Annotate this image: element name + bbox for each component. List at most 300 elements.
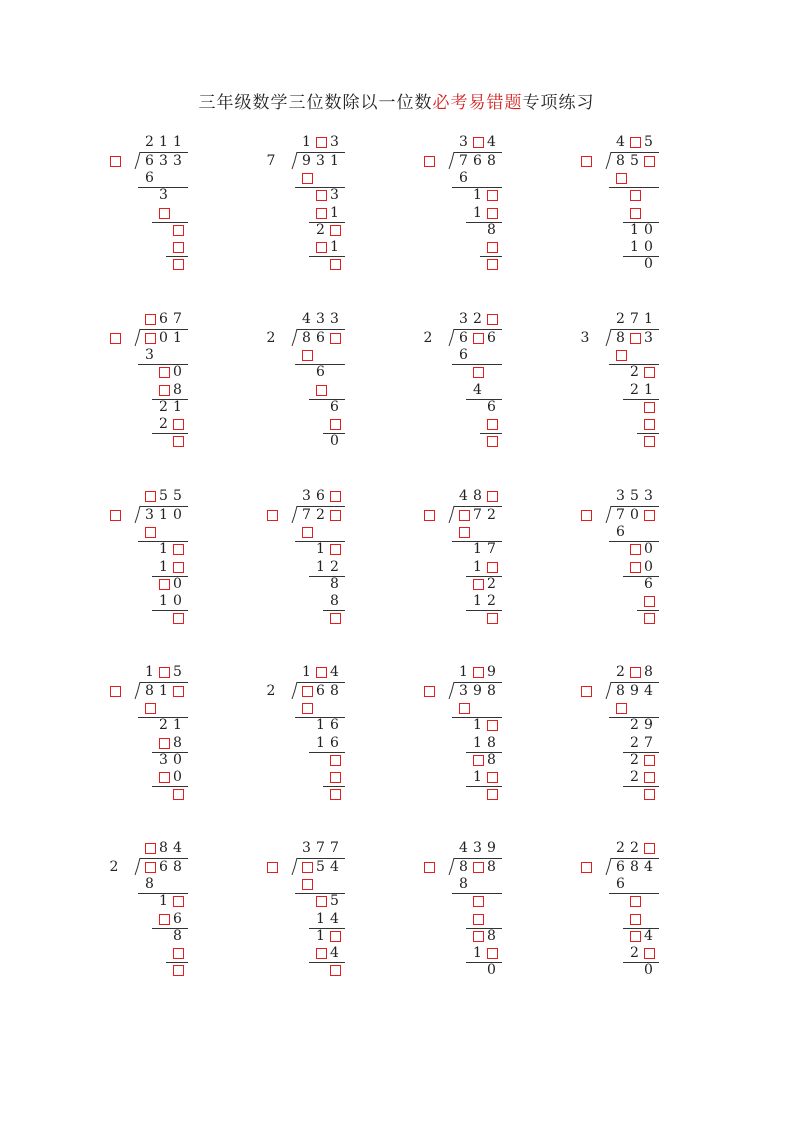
- step-1-blank-box[interactable]: [302, 527, 313, 538]
- quotient-digit: 3: [616, 488, 625, 504]
- quotient-digit: 5: [630, 488, 639, 504]
- step-5-blank-box[interactable]: [173, 419, 184, 430]
- divisor-blank-box[interactable]: [424, 156, 435, 167]
- quotient-digit: 3: [459, 134, 468, 150]
- step-1-blank-box[interactable]: [145, 527, 156, 538]
- quotient-blank-box[interactable]: [316, 667, 327, 678]
- quotient-digit: 1: [302, 134, 311, 150]
- problem-9: [108, 488, 258, 638]
- subtraction-line: [637, 610, 659, 611]
- step-6-blank-box[interactable]: [487, 436, 498, 447]
- quotient-digit: 5: [644, 134, 653, 150]
- step-4-blank-box[interactable]: [630, 931, 641, 942]
- step-5-digit: 2: [159, 416, 168, 432]
- step-6-blank-box[interactable]: [330, 965, 341, 976]
- dividend-digit: 1: [330, 153, 339, 169]
- step-3-digit: 8: [173, 381, 182, 398]
- step-2-digit: 1: [159, 541, 168, 558]
- dividend-blank-box[interactable]: [473, 333, 484, 344]
- divisor-blank-box[interactable]: [424, 862, 435, 873]
- step-6-digit: 0: [644, 256, 653, 273]
- subtraction-line: [323, 610, 345, 611]
- step-6-blank-box[interactable]: [330, 259, 341, 270]
- step-1-blank-box[interactable]: [302, 703, 313, 714]
- step-2-blank-box[interactable]: [173, 544, 184, 555]
- dividend-digit: 8: [487, 859, 496, 875]
- step-5-digit: 1: [159, 593, 168, 609]
- step-4-blank-box[interactable]: [644, 755, 655, 766]
- step-1-digit: 6: [616, 876, 625, 893]
- subtraction-line: [152, 786, 188, 787]
- dividend-digit: 3: [459, 683, 468, 699]
- division-bracket: [134, 505, 142, 525]
- dividend-digit: 6: [159, 859, 168, 875]
- step-5-blank-box[interactable]: [487, 419, 498, 430]
- step-4-blank-box[interactable]: [473, 755, 484, 766]
- step-4-blank-box[interactable]: [330, 755, 341, 766]
- dividend-digit: 9: [630, 683, 639, 699]
- step-2-blank-box[interactable]: [487, 190, 498, 201]
- subtraction-line: [466, 610, 502, 611]
- quotient-digit: 4: [616, 134, 625, 150]
- step-4-digit: 0: [173, 575, 182, 592]
- step-6-blank-box[interactable]: [330, 789, 341, 800]
- divisor: 2: [423, 330, 433, 346]
- quotient-digit: 5: [159, 488, 168, 504]
- dividend-digit: 6: [145, 153, 154, 169]
- step-3-blank-box[interactable]: [316, 208, 327, 219]
- quotient-digit: 2: [616, 311, 625, 327]
- dividend-digit: 6: [316, 683, 325, 699]
- step-4-digit: 6: [487, 398, 496, 415]
- divisor-blank-box[interactable]: [110, 686, 121, 697]
- step-5-digit: 1: [630, 239, 639, 255]
- step-2-blank-box[interactable]: [173, 896, 184, 907]
- dividend-digit: 6: [473, 153, 482, 169]
- step-3-blank-box[interactable]: [487, 208, 498, 219]
- quotient-digit: 4: [459, 840, 468, 856]
- division-bracket: [291, 505, 299, 525]
- step-6-blank-box[interactable]: [487, 259, 498, 270]
- step-2-blank-box[interactable]: [159, 367, 170, 378]
- step-3-digit: 6: [330, 734, 339, 751]
- subtraction-line: [466, 786, 502, 787]
- divisor-blank-box[interactable]: [581, 510, 592, 521]
- quotient-digit: 8: [473, 488, 482, 504]
- subtraction-line: [623, 786, 659, 787]
- step-5-blank-box[interactable]: [487, 772, 498, 783]
- divisor-blank-box[interactable]: [581, 686, 592, 697]
- division-bracket: [134, 328, 142, 348]
- step-5-blank-box[interactable]: [173, 242, 184, 253]
- quotient-digit: 1: [302, 664, 311, 680]
- step-4-blank-box[interactable]: [173, 225, 184, 236]
- step-4-digit: 8: [487, 751, 496, 768]
- title-suffix: 专项练习: [522, 93, 595, 113]
- step-2-digit: 0: [644, 541, 653, 558]
- step-3-digit: 1: [316, 558, 325, 575]
- step-6-blank-box[interactable]: [487, 613, 498, 624]
- step-3-digit: 1: [316, 910, 325, 927]
- quotient-digit: 1: [459, 664, 468, 680]
- step-1-blank-box[interactable]: [459, 527, 470, 538]
- division-bracket: [291, 151, 299, 171]
- step-2-blank-box[interactable]: [630, 544, 641, 555]
- step-5-blank-box[interactable]: [487, 948, 498, 959]
- divisor-blank-box[interactable]: [581, 862, 592, 873]
- step-1-blank-box[interactable]: [302, 173, 313, 184]
- step-3-blank-box[interactable]: [630, 208, 641, 219]
- quotient-digit: 4: [487, 134, 496, 150]
- step-5-digit: 4: [330, 945, 339, 961]
- dividend-digit: 8: [145, 683, 154, 699]
- step-4-blank-box[interactable]: [159, 579, 170, 590]
- quotient-digit: 1: [644, 311, 653, 327]
- quotient-digit: 9: [487, 664, 496, 680]
- step-2-digit: 1: [316, 717, 325, 734]
- step-5-digit: 1: [473, 769, 482, 785]
- step-1-digit: 6: [459, 347, 468, 364]
- quotient-digit: 2: [630, 840, 639, 856]
- quotient-digit: 3: [459, 311, 468, 327]
- step-4-blank-box[interactable]: [644, 402, 655, 413]
- quotient-digit: 3: [316, 311, 325, 327]
- step-4-digit: 4: [644, 927, 653, 944]
- step-3-blank-box[interactable]: [473, 914, 484, 925]
- step-2-blank-box[interactable]: [316, 190, 327, 201]
- division-bracket: [448, 505, 456, 525]
- dividend-blank-box[interactable]: [145, 333, 156, 344]
- step-3-blank-box[interactable]: [630, 914, 641, 925]
- step-5-blank-box[interactable]: [644, 772, 655, 783]
- step-3-digit: 4: [330, 910, 339, 927]
- dividend-digit: 2: [487, 507, 496, 523]
- dividend-blank-box[interactable]: [630, 333, 641, 344]
- step-1-blank-box[interactable]: [616, 350, 627, 361]
- step-2-blank-box[interactable]: [630, 896, 641, 907]
- divisor: 7: [266, 153, 276, 169]
- step-4-blank-box[interactable]: [330, 931, 341, 942]
- step-6-blank-box[interactable]: [644, 436, 655, 447]
- step-4-digit: 2: [487, 575, 496, 592]
- dividend-digit: 6: [616, 859, 625, 875]
- dividend-digit: 8: [459, 859, 468, 875]
- step-6-blank-box[interactable]: [173, 965, 184, 976]
- quotient-digit: 1: [173, 134, 182, 150]
- dividend-blank-box[interactable]: [302, 862, 313, 873]
- dividend-digit: 0: [159, 330, 168, 346]
- step-6-digit: 0: [644, 962, 653, 979]
- step-6-blank-box[interactable]: [173, 613, 184, 624]
- divisor-blank-box[interactable]: [110, 156, 121, 167]
- division-bracket: [291, 681, 299, 701]
- title-prefix: 三年级数学三位数除以一位数: [198, 93, 433, 113]
- dividend-digit: 4: [644, 683, 653, 699]
- subtraction-line: [152, 433, 188, 434]
- step-1-digit: 6: [145, 170, 154, 187]
- step-2-digit: 3: [330, 187, 339, 204]
- step-2-blank-box[interactable]: [487, 720, 498, 731]
- step-5-digit: 0: [173, 769, 182, 785]
- dividend-digit: 6: [459, 330, 468, 346]
- quotient-blank-box[interactable]: [316, 137, 327, 148]
- step-1-blank-box[interactable]: [302, 350, 313, 361]
- step-2-digit: 9: [644, 717, 653, 734]
- division-bracket: [134, 857, 142, 877]
- problem-18: [265, 840, 415, 990]
- quotient-digit: 6: [159, 311, 168, 327]
- subtraction-line: [637, 433, 659, 434]
- step-3-blank-box[interactable]: [159, 914, 170, 925]
- problem-7: [422, 311, 572, 461]
- dividend-digit: 8: [173, 859, 182, 875]
- dividend-digit: 6: [487, 330, 496, 346]
- quotient-blank-box[interactable]: [473, 137, 484, 148]
- problem-4: [579, 134, 729, 284]
- quotient-digit: 3: [644, 488, 653, 504]
- division-bracket: [448, 151, 456, 171]
- step-2-blank-box[interactable]: [473, 896, 484, 907]
- division-bracket: [448, 857, 456, 877]
- step-5-blank-box[interactable]: [330, 772, 341, 783]
- dividend-blank-box[interactable]: [459, 510, 470, 521]
- dividend-digit: 9: [302, 153, 311, 169]
- step-2-blank-box[interactable]: [473, 367, 484, 378]
- step-6-blank-box[interactable]: [644, 789, 655, 800]
- dividend-digit: 8: [302, 330, 311, 346]
- subtraction-line: [152, 222, 188, 223]
- quotient-blank-box[interactable]: [630, 667, 641, 678]
- divisor-blank-box[interactable]: [267, 862, 278, 873]
- step-4-digit: 2: [316, 221, 325, 238]
- divisor-blank-box[interactable]: [110, 333, 121, 344]
- step-6-blank-box[interactable]: [644, 613, 655, 624]
- step-5-blank-box[interactable]: [644, 596, 655, 607]
- step-1-blank-box[interactable]: [302, 879, 313, 890]
- dividend-blank-box[interactable]: [330, 333, 341, 344]
- dividend-digit: 3: [316, 153, 325, 169]
- step-4-digit: 2: [630, 751, 639, 768]
- division-bracket: [605, 857, 613, 877]
- step-3-blank-box[interactable]: [159, 738, 170, 749]
- step-3-digit: 1: [159, 558, 168, 575]
- problem-15: [422, 664, 572, 814]
- step-4-digit: 0: [173, 751, 182, 768]
- quotient-blank-box[interactable]: [330, 491, 341, 502]
- divisor-blank-box[interactable]: [424, 510, 435, 521]
- quotient-blank-box[interactable]: [630, 137, 641, 148]
- step-6-digit: 0: [330, 433, 339, 450]
- division-bracket: [291, 857, 299, 877]
- quotient-digit: 2: [616, 840, 625, 856]
- subtraction-line: [452, 364, 502, 365]
- step-2-digit: 1: [173, 717, 182, 734]
- step-4-digit: 8: [487, 221, 496, 238]
- quotient-blank-box[interactable]: [487, 491, 498, 502]
- step-4-digit: 1: [316, 927, 325, 944]
- step-6-blank-box[interactable]: [173, 789, 184, 800]
- dividend-digit: 7: [459, 153, 468, 169]
- problem-11: [422, 488, 572, 638]
- step-6-blank-box[interactable]: [173, 436, 184, 447]
- step-1-blank-box[interactable]: [459, 703, 470, 714]
- step-4-digit: 6: [644, 575, 653, 592]
- dividend-digit: 8: [616, 153, 625, 169]
- quotient-blank-box[interactable]: [644, 843, 655, 854]
- step-1-digit: 8: [459, 876, 468, 893]
- step-5-blank-box[interactable]: [173, 948, 184, 959]
- division-bracket: [605, 505, 613, 525]
- step-5-digit: 1: [330, 239, 339, 255]
- step-4-blank-box[interactable]: [473, 579, 484, 590]
- divisor-blank-box[interactable]: [581, 156, 592, 167]
- divisor: 2: [266, 330, 276, 346]
- step-5-blank-box[interactable]: [644, 948, 655, 959]
- step-2-blank-box[interactable]: [330, 544, 341, 555]
- problem-16: [579, 664, 729, 814]
- quotient-digit: 3: [330, 134, 339, 150]
- step-5-blank-box[interactable]: [316, 242, 327, 253]
- step-3-digit: 6: [173, 910, 182, 927]
- step-3-blank-box[interactable]: [159, 385, 170, 396]
- problem-10: [265, 488, 415, 638]
- dividend-digit: 3: [159, 153, 168, 169]
- quotient-digit: 4: [302, 311, 311, 327]
- problem-2: [265, 134, 415, 284]
- step-4-digit: 1: [173, 398, 182, 415]
- quotient-blank-box[interactable]: [145, 491, 156, 502]
- dividend-digit: 1: [173, 330, 182, 346]
- step-2-digit: 5: [330, 893, 339, 910]
- step-5-blank-box[interactable]: [316, 948, 327, 959]
- step-4-digit: 8: [330, 575, 339, 592]
- step-4-digit: 2: [159, 398, 168, 415]
- step-4-digit: 0: [644, 221, 653, 238]
- problem-14: [265, 664, 415, 814]
- step-2-digit: 1: [316, 541, 325, 558]
- step-6-blank-box[interactable]: [173, 259, 184, 270]
- dividend-blank-box[interactable]: [302, 686, 313, 697]
- divisor: 2: [109, 859, 119, 875]
- quotient-blank-box[interactable]: [145, 843, 156, 854]
- step-3-blank-box[interactable]: [316, 385, 327, 396]
- quotient-digit: 1: [145, 664, 154, 680]
- step-2-digit: 2: [630, 364, 639, 381]
- step-4-blank-box[interactable]: [330, 225, 341, 236]
- step-5-blank-box[interactable]: [487, 242, 498, 253]
- dividend-blank-box[interactable]: [644, 156, 655, 167]
- dividend-blank-box[interactable]: [330, 510, 341, 521]
- quotient-digit: 4: [459, 488, 468, 504]
- quotient-digit: 7: [316, 840, 325, 856]
- quotient-blank-box[interactable]: [159, 667, 170, 678]
- divisor: 2: [266, 683, 276, 699]
- dividend-blank-box[interactable]: [173, 686, 184, 697]
- step-6-blank-box[interactable]: [330, 613, 341, 624]
- problem-12: [579, 488, 729, 638]
- dividend-blank-box[interactable]: [145, 862, 156, 873]
- step-1-digit: 6: [459, 170, 468, 187]
- step-2-blank-box[interactable]: [644, 367, 655, 378]
- dividend-digit: 3: [644, 330, 653, 346]
- dividend-digit: 1: [159, 507, 168, 523]
- step-3-blank-box[interactable]: [159, 208, 170, 219]
- division-bracket: [605, 328, 613, 348]
- dividend-digit: 8: [630, 859, 639, 875]
- dividend-blank-box[interactable]: [473, 862, 484, 873]
- dividend-digit: 1: [159, 683, 168, 699]
- dividend-digit: 7: [616, 507, 625, 523]
- subtraction-line: [609, 187, 659, 188]
- dividend-digit: 0: [173, 507, 182, 523]
- dividend-digit: 8: [330, 683, 339, 699]
- divisor-blank-box[interactable]: [424, 686, 435, 697]
- dividend-blank-box[interactable]: [644, 510, 655, 521]
- problem-6: [265, 311, 415, 461]
- problem-5: [108, 311, 258, 461]
- quotient-blank-box[interactable]: [473, 667, 484, 678]
- quotient-blank-box[interactable]: [145, 314, 156, 325]
- division-bracket: [291, 328, 299, 348]
- step-3-blank-box[interactable]: [487, 562, 498, 573]
- dividend-digit: 8: [616, 683, 625, 699]
- step-5-blank-box[interactable]: [159, 772, 170, 783]
- step-1-blank-box[interactable]: [145, 703, 156, 714]
- division-bracket: [605, 151, 613, 171]
- quotient-digit: 9: [487, 840, 496, 856]
- step-3-blank-box[interactable]: [630, 562, 641, 573]
- division-bracket: [448, 328, 456, 348]
- subtraction-line: [309, 256, 345, 257]
- step-6-blank-box[interactable]: [487, 789, 498, 800]
- step-3-blank-box[interactable]: [173, 562, 184, 573]
- step-4-blank-box[interactable]: [473, 931, 484, 942]
- step-1-blank-box[interactable]: [616, 173, 627, 184]
- step-2-blank-box[interactable]: [630, 190, 641, 201]
- quotient-digit: 3: [302, 488, 311, 504]
- step-5-digit: 0: [173, 593, 182, 609]
- step-2-blank-box[interactable]: [316, 896, 327, 907]
- subtraction-line: [480, 256, 502, 257]
- dividend-digit: 3: [145, 507, 154, 523]
- step-3-digit: 8: [173, 734, 182, 751]
- step-2-digit: 6: [316, 364, 325, 381]
- step-3-digit: 1: [330, 204, 339, 221]
- subtraction-line: [323, 786, 345, 787]
- dividend-digit: 5: [630, 153, 639, 169]
- divisor-blank-box[interactable]: [267, 510, 278, 521]
- subtraction-line: [452, 893, 502, 894]
- step-4-digit: 1: [630, 221, 639, 238]
- quotient-digit: 5: [173, 488, 182, 504]
- step-5-digit: 0: [644, 239, 653, 255]
- page-title: [0, 88, 793, 113]
- divisor-blank-box[interactable]: [110, 510, 121, 521]
- step-5-digit: 2: [487, 593, 496, 609]
- quotient-blank-box[interactable]: [487, 314, 498, 325]
- dividend-digit: 4: [644, 859, 653, 875]
- quotient-digit: 7: [630, 311, 639, 327]
- subtraction-line: [309, 962, 345, 963]
- quotient-digit: 6: [316, 488, 325, 504]
- step-5-blank-box[interactable]: [330, 419, 341, 430]
- step-3-digit: 2: [630, 381, 639, 398]
- step-1-blank-box[interactable]: [616, 703, 627, 714]
- quotient-digit: 3: [330, 311, 339, 327]
- step-5-blank-box[interactable]: [644, 419, 655, 430]
- step-1-digit: 8: [145, 876, 154, 893]
- step-6-digit: 0: [487, 962, 496, 979]
